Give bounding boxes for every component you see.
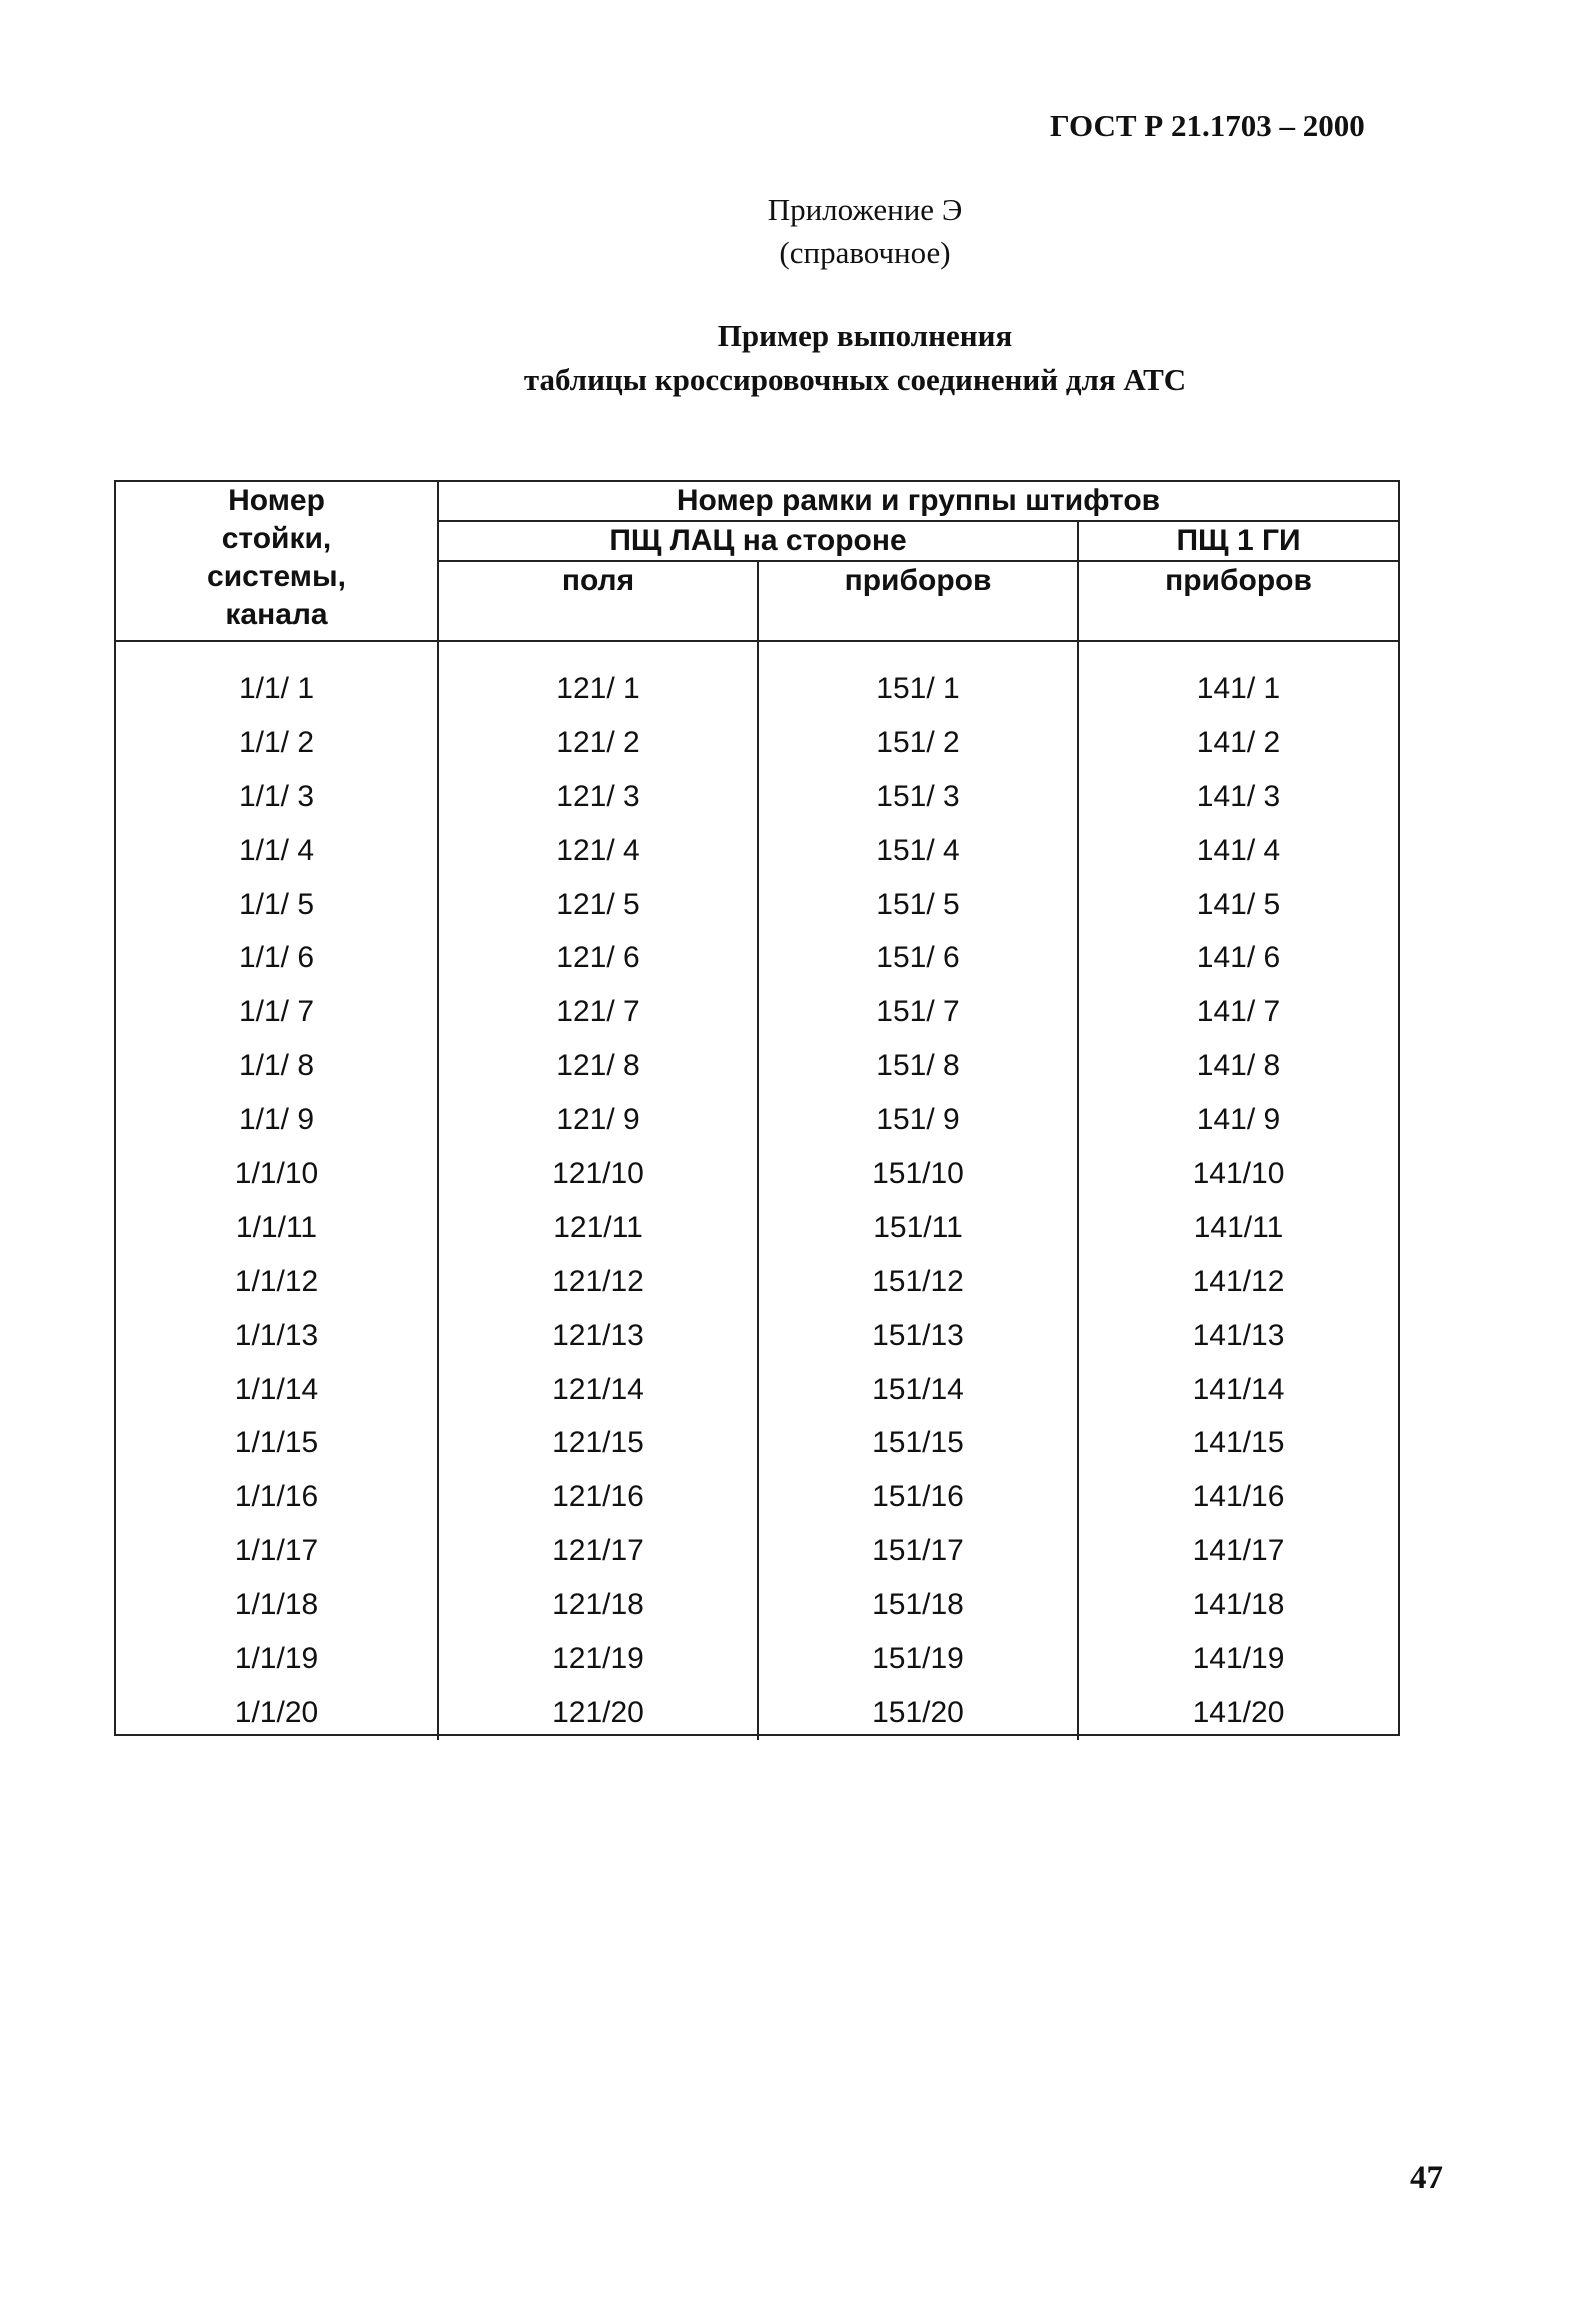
header-rack-system-channel: [116, 482, 438, 641]
table-row: [116, 641, 1398, 716]
header-col1-line-2: стойки,: [221, 522, 332, 555]
cell-rack-system-channel: 1/1/16: [234, 1480, 319, 1514]
cell-rack-system-channel: 1/1/ 8: [238, 1049, 315, 1083]
table-row: [116, 1524, 1398, 1578]
cell-lac-devices: 151/12: [758, 1255, 1078, 1309]
cell-lac-field: 121/ 5: [438, 878, 758, 932]
cell-lac-devices: 151/10: [758, 1147, 1078, 1201]
table-row: [116, 1147, 1398, 1201]
table-row: [116, 1309, 1398, 1363]
header-gi-devices: приборов: [1078, 561, 1398, 641]
table-row: [116, 1578, 1398, 1632]
table-row: [116, 1255, 1398, 1309]
cell-lac-field: 121/11: [438, 1201, 758, 1255]
table-row: [116, 1201, 1398, 1255]
cell-rack-system-channel: 1/1/20: [234, 1695, 319, 1729]
cell-rack-system-channel: 1/1/18: [234, 1588, 319, 1622]
cell-lac-field: 121/ 1: [438, 641, 758, 716]
cell-gi-devices: 141/ 2: [1078, 716, 1398, 770]
header-field: поля: [438, 561, 758, 641]
cell-rack-system-channel: 1/1/10: [234, 1156, 319, 1190]
cell-lac-field: 121/ 2: [438, 716, 758, 770]
caption-line-1: Пример выполнения: [717, 318, 1013, 353]
table-row: [116, 1416, 1398, 1470]
cell-lac-field: 121/18: [438, 1578, 758, 1632]
appendix-title: Приложение Э: [767, 192, 963, 227]
cell-gi-devices: 141/ 7: [1078, 985, 1398, 1039]
cell-gi-devices: 141/ 6: [1078, 931, 1398, 985]
cell-lac-devices: 151/13: [758, 1309, 1078, 1363]
cell-lac-field: 121/16: [438, 1470, 758, 1524]
header-pshch-1-gi: ПЩ 1 ГИ: [1078, 521, 1398, 561]
cell-lac-field: 121/17: [438, 1524, 758, 1578]
header-col1-line-4: канала: [225, 598, 328, 631]
cell-rack-system-channel: 1/1/ 3: [238, 779, 315, 813]
cell-gi-devices: 141/15: [1078, 1416, 1398, 1470]
cell-gi-devices: 141/10: [1078, 1147, 1398, 1201]
cell-lac-devices: 151/11: [758, 1201, 1078, 1255]
header-col1-line-1: Номер: [228, 484, 325, 517]
cross-connection-table: [114, 480, 1400, 1736]
cell-rack-system-channel: 1/1/ 9: [238, 1103, 315, 1137]
cell-lac-field: 121/15: [438, 1416, 758, 1470]
table-row: [116, 985, 1398, 1039]
appendix-note: (справочное): [779, 235, 951, 270]
header-devices: приборов: [758, 561, 1078, 641]
cell-rack-system-channel: 1/1/ 2: [238, 725, 315, 759]
cell-lac-field: 121/12: [438, 1255, 758, 1309]
table-row: [116, 1363, 1398, 1417]
cell-rack-system-channel: 1/1/14: [234, 1372, 319, 1406]
cell-lac-devices: 151/ 1: [758, 641, 1078, 716]
cell-gi-devices: 141/13: [1078, 1309, 1398, 1363]
cell-lac-field: 121/ 8: [438, 1039, 758, 1093]
cell-rack-system-channel: 1/1/ 7: [238, 995, 315, 1029]
cell-rack-system-channel: 1/1/ 6: [238, 941, 315, 975]
header-pshch-lac: ПЩ ЛАЦ на стороне: [438, 521, 1078, 561]
cell-lac-devices: 151/ 6: [758, 931, 1078, 985]
cell-rack-system-channel: 1/1/19: [234, 1641, 319, 1675]
table-row: [116, 1039, 1398, 1093]
cell-rack-system-channel: 1/1/17: [234, 1534, 319, 1568]
cell-lac-devices: 151/ 9: [758, 1093, 1078, 1147]
cell-gi-devices: 141/16: [1078, 1470, 1398, 1524]
cell-rack-system-channel: 1/1/13: [234, 1318, 319, 1352]
cell-lac-field: 121/ 7: [438, 985, 758, 1039]
cell-gi-devices: 141/ 8: [1078, 1039, 1398, 1093]
page-number: 47: [1410, 2160, 1443, 2196]
table-row: [116, 716, 1398, 770]
table-row: [116, 770, 1398, 824]
cell-gi-devices: 141/ 3: [1078, 770, 1398, 824]
cell-lac-field: 121/14: [438, 1363, 758, 1417]
cell-rack-system-channel: 1/1/12: [234, 1264, 319, 1298]
table-row: [116, 931, 1398, 985]
cell-gi-devices: 141/14: [1078, 1363, 1398, 1417]
table-row: [116, 878, 1398, 932]
cell-gi-devices: 141/17: [1078, 1524, 1398, 1578]
cell-rack-system-channel: 1/1/ 5: [238, 887, 315, 921]
cell-lac-field: 121/ 3: [438, 770, 758, 824]
cell-lac-devices: 151/15: [758, 1416, 1078, 1470]
table-body: [116, 641, 1398, 1740]
cell-lac-devices: 151/ 5: [758, 878, 1078, 932]
cell-lac-field: 121/ 6: [438, 931, 758, 985]
cell-rack-system-channel: 1/1/ 4: [238, 833, 315, 867]
cell-gi-devices: 141/ 9: [1078, 1093, 1398, 1147]
caption-line-2: таблицы кроссировочных соединений для АТС: [523, 362, 1187, 397]
cell-gi-devices: 141/19: [1078, 1632, 1398, 1686]
cell-lac-devices: 151/ 4: [758, 824, 1078, 878]
cell-lac-devices: 151/14: [758, 1363, 1078, 1417]
cell-lac-devices: 151/ 2: [758, 716, 1078, 770]
cell-gi-devices: 141/12: [1078, 1255, 1398, 1309]
cell-lac-devices: 151/17: [758, 1524, 1078, 1578]
cell-lac-devices: 151/19: [758, 1632, 1078, 1686]
header-frame-pin-group: Номер рамки и группы штифтов: [438, 482, 1398, 521]
cell-lac-devices: 151/16: [758, 1470, 1078, 1524]
cell-lac-field: 121/ 4: [438, 824, 758, 878]
cell-lac-field: 121/20: [438, 1686, 758, 1740]
cell-lac-devices: 151/20: [758, 1686, 1078, 1740]
document-code: ГОСТ Р 21.1703 – 2000: [1050, 108, 1365, 143]
table-row: [116, 1470, 1398, 1524]
cell-gi-devices: 141/ 5: [1078, 878, 1398, 932]
table-row: [116, 1632, 1398, 1686]
cell-lac-devices: 151/ 7: [758, 985, 1078, 1039]
cell-lac-field: 121/13: [438, 1309, 758, 1363]
table-row: [116, 1093, 1398, 1147]
cell-rack-system-channel: 1/1/15: [234, 1426, 319, 1460]
header-col1-line-3: системы,: [207, 560, 346, 593]
cell-lac-devices: 151/ 3: [758, 770, 1078, 824]
cell-rack-system-channel: 1/1/ 1: [238, 671, 315, 705]
cell-rack-system-channel: 1/1/11: [235, 1210, 318, 1244]
cell-gi-devices: 141/ 4: [1078, 824, 1398, 878]
cell-lac-field: 121/19: [438, 1632, 758, 1686]
cell-gi-devices: 141/20: [1078, 1686, 1398, 1740]
cell-lac-devices: 151/ 8: [758, 1039, 1078, 1093]
table-row: [116, 824, 1398, 878]
cell-lac-field: 121/10: [438, 1147, 758, 1201]
cell-gi-devices: 141/ 1: [1078, 641, 1398, 716]
table-row: [116, 1686, 1398, 1740]
cell-gi-devices: 141/18: [1078, 1578, 1398, 1632]
cell-lac-field: 121/ 9: [438, 1093, 758, 1147]
cell-lac-devices: 151/18: [758, 1578, 1078, 1632]
cell-gi-devices: 141/11: [1078, 1201, 1398, 1255]
